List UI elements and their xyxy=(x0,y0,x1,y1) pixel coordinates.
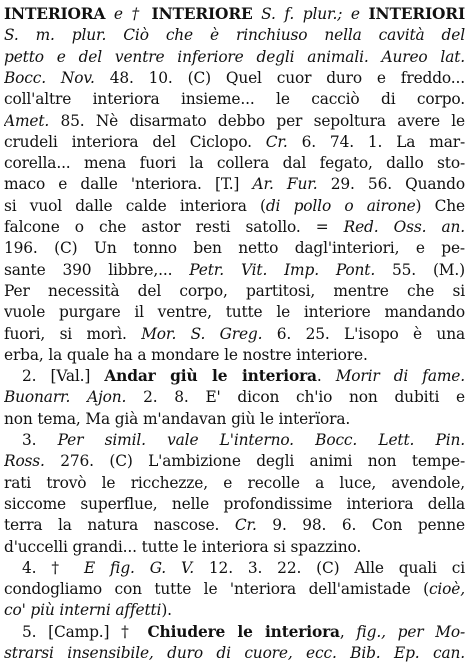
text-run: Per necessità del corpo, partitosi, mentre che si xyxy=(4,281,465,300)
text-run: di pollo o airone xyxy=(265,196,416,215)
text-run: vuole purgare il ventre, tutte le interiore mandando xyxy=(4,303,465,322)
text-line xyxy=(4,110,465,132)
text-run: coll'altre interiora insieme... le cacciò di corpo. xyxy=(4,90,465,109)
text-line xyxy=(4,67,465,89)
text-line xyxy=(4,578,465,600)
text-line xyxy=(4,642,465,664)
text-run: Petr. Vit. Imp. Pont. xyxy=(189,260,376,279)
text-run: siccome superflue, nelle profondissime interiora della xyxy=(4,494,465,513)
text-run: corella... mena fuori la collera dal fegato, dallo sto- xyxy=(4,154,465,173)
text-run: erba, la quale ha a mondare le nostre interiore. xyxy=(4,345,368,364)
text-run: S. f. plur.; e xyxy=(252,5,369,23)
text-line xyxy=(4,259,465,281)
text-run: 12. 3. 22. (C) Alle quali ci xyxy=(193,558,465,577)
headword: INTERIORI xyxy=(368,5,465,23)
text-run: Per simil. vale L'interno. Bocc. Lett. Pin. xyxy=(57,431,465,449)
text-line xyxy=(22,365,465,387)
text-run: d'uccelli grandi... tutte le interiora si spazzino. xyxy=(4,537,362,556)
text-line xyxy=(4,152,465,174)
text-run: 48. 10. (C) Quel cuor duro e freddo... xyxy=(94,68,465,87)
text-run: S. m. plur. Ciò che è rinchiuso nella cavità del xyxy=(4,26,465,45)
text-line xyxy=(22,621,465,643)
text-run: si vuol dalle calde interiora ( xyxy=(4,196,266,215)
text-run: terra la natura nascose. xyxy=(4,516,235,535)
text-line xyxy=(4,301,465,323)
text-run: co' più interni affetti xyxy=(4,601,162,620)
text-run: falcone o che astor resti satollo. = xyxy=(4,218,344,236)
text-run: Buonarr. Ajon. xyxy=(4,388,127,407)
text-line xyxy=(4,237,465,259)
headword: Chiudere le interiora xyxy=(147,622,340,641)
text-run: Ross. xyxy=(4,452,45,471)
headword: INTERIORE xyxy=(151,5,253,23)
text-run: . xyxy=(316,367,336,386)
text-line xyxy=(4,195,465,217)
text-run: strarsi insensibile, duro di cuore, ecc. Bib. Ep. can. xyxy=(4,644,465,662)
text-run: e † xyxy=(105,5,152,23)
text-run: Red. Oss. an. xyxy=(343,218,465,236)
text-line xyxy=(4,450,465,472)
text-run: rati trovò le ricchezze, e recolle a luce, avendole, xyxy=(4,473,465,492)
text-run: , xyxy=(339,622,357,641)
text-run: 276. (C) L'ambizione degli animi non tempe- xyxy=(44,452,465,471)
text-line xyxy=(4,173,465,195)
headword: INTERIORA xyxy=(4,5,106,23)
text-run: Amet. xyxy=(4,111,50,130)
text-line xyxy=(4,131,465,153)
text-run: ) Che xyxy=(415,196,465,215)
text-line xyxy=(22,557,465,579)
text-line xyxy=(4,280,465,302)
text-line xyxy=(4,472,465,494)
text-run: Cr. xyxy=(234,516,257,535)
text-run: 2. [Val.] xyxy=(22,367,105,386)
text-line xyxy=(4,386,465,408)
text-run: 3. xyxy=(22,431,58,449)
text-run: 196. (C) Un tonno ben netto dagl'interiori, e pe- xyxy=(4,239,465,258)
text-line xyxy=(4,493,465,515)
text-run: ). xyxy=(161,601,172,620)
text-run: 6. 25. L'isopo è una xyxy=(262,324,465,343)
text-run: non tema, Ma già m'andavan giù le interïora. xyxy=(4,409,351,428)
text-run: crudeli interiora del Ciclopo. xyxy=(4,132,266,151)
text-run: sante 390 libbre,... xyxy=(4,260,190,279)
text-line xyxy=(4,323,465,345)
text-run: Mor. S. Greg. xyxy=(141,324,263,343)
text-line xyxy=(4,216,465,238)
text-run: 85. Nè disarmato debbo per sepoltura avere le xyxy=(49,111,465,130)
text-run: condogliamo con tutte le 'nteriora dell'amistade ( xyxy=(4,580,429,599)
text-run: Ar. Fur. xyxy=(252,175,318,194)
text-run: maco e dalle 'nteriora. [T.] xyxy=(4,175,253,194)
text-line xyxy=(4,344,465,366)
text-line xyxy=(4,24,465,46)
text-line xyxy=(22,429,465,451)
text-run: E fig. G. V. xyxy=(83,558,194,577)
text-run: 4. † xyxy=(22,558,84,577)
text-run: cioè, xyxy=(428,580,465,599)
dictionary-entry-interiora xyxy=(4,3,465,661)
text-run: Morir di fame. xyxy=(335,367,465,386)
text-line xyxy=(4,88,465,110)
text-run: 2. 8. E' dicon ch'io non dubiti e xyxy=(126,388,465,407)
text-run: 9. 98. 6. Con penne xyxy=(256,516,465,535)
text-line xyxy=(4,46,465,68)
text-run: 5. [Camp.] † xyxy=(22,622,148,641)
text-line xyxy=(4,408,465,430)
headword: Andar giù le interiora xyxy=(104,367,317,386)
text-line xyxy=(4,514,465,536)
text-run: 6. 74. 1. La mar- xyxy=(287,132,465,151)
text-run: Bocc. Nov. xyxy=(4,68,95,87)
text-run: fuori, si morì. xyxy=(4,324,142,343)
text-line xyxy=(4,3,465,25)
text-run: petto e del ventre inferiore degli animali. Aureo lat. xyxy=(4,47,465,66)
text-run: fig., per Mo- xyxy=(356,622,465,641)
text-line xyxy=(4,536,465,558)
text-line xyxy=(4,599,465,621)
text-run: 29. 56. Quando xyxy=(317,175,465,194)
text-run: Cr. xyxy=(265,132,288,151)
text-run: 55. (M.) xyxy=(375,260,465,279)
